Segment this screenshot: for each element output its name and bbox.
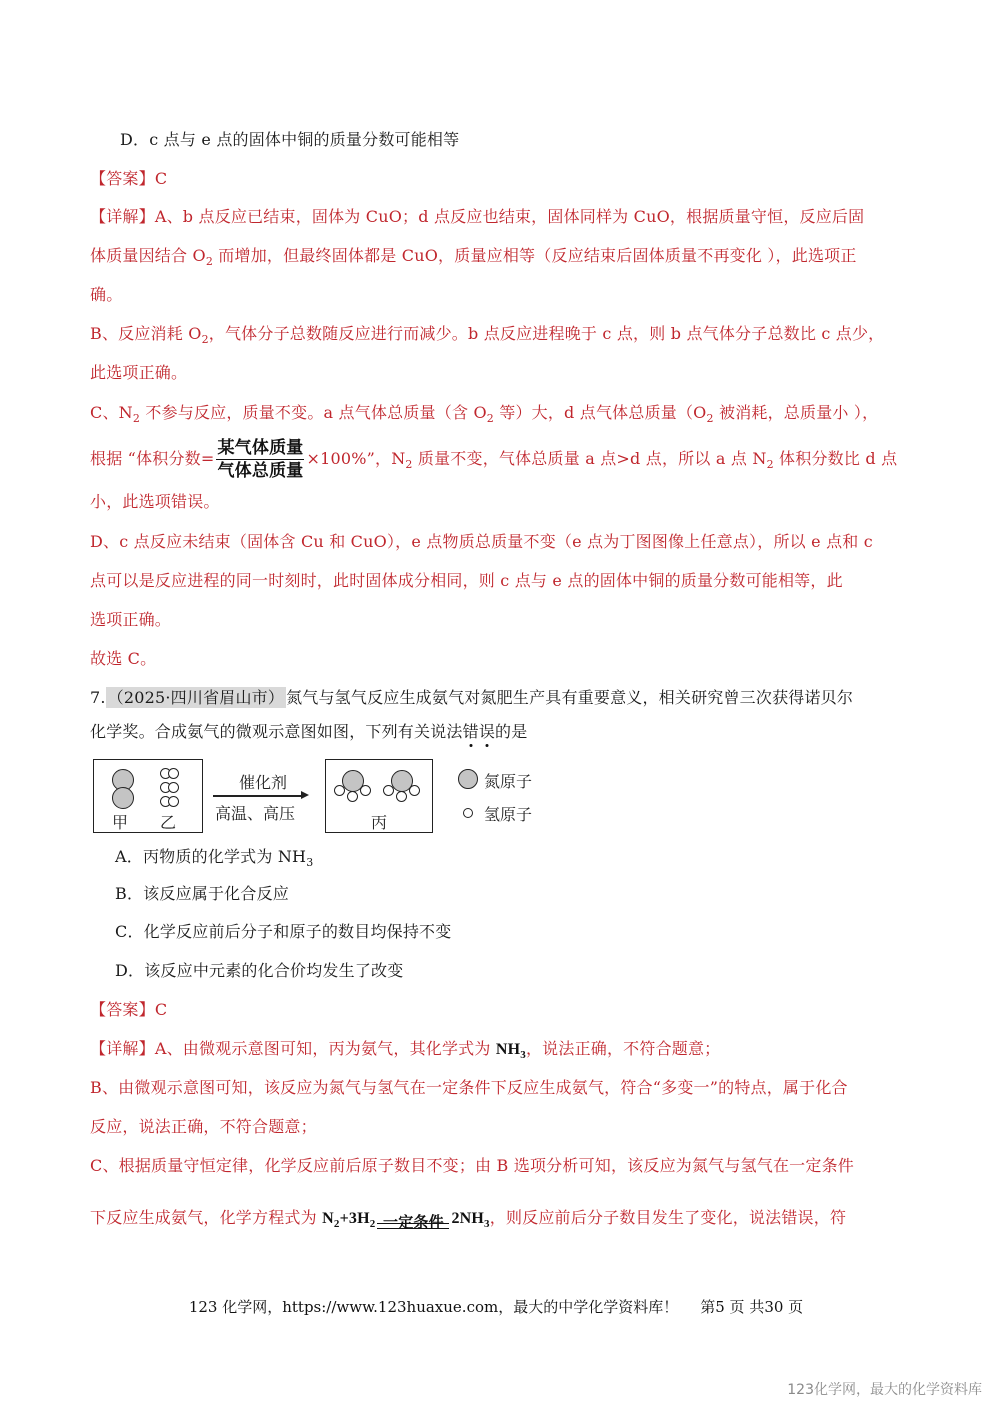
question-stem: 的是 <box>495 722 528 741</box>
q7-option-c <box>115 921 935 943</box>
hydrogen-atom <box>409 785 420 796</box>
q7-option-a <box>115 846 935 868</box>
analysis-text: 被消耗，总质量小 ）， <box>713 403 879 422</box>
answer-value: C <box>154 1000 168 1019</box>
analysis-tag: 【详解】 <box>90 1039 155 1058</box>
catalyst-label: 催化剂 <box>238 773 287 792</box>
footer-site-text: 123 化学网，https://www.123huaxue.com，最大的中学化学资料库！ <box>188 1298 679 1316</box>
option-text: 化学反应前后分子和原子的数目均保持不变 <box>143 922 452 941</box>
subscript: 2 <box>486 412 494 425</box>
option-label: D． <box>115 961 145 980</box>
analysis-text: ，气体分子总数随反应进行而减少。b 点反应进程晚于 c 点，则 b 点气体分子总数比 c 点少， <box>208 324 885 343</box>
legend-hydrogen-icon <box>463 808 473 818</box>
q7-answer <box>90 999 910 1021</box>
q7-analysis-b-line1: B、由微观示意图可知，该反应为氮气与氢气在一定条件下反应生成氨气，符合“多变一”的特点，属于化合 <box>90 1078 848 1097</box>
option-text: 该反应属于化合反应 <box>143 884 289 903</box>
subscript: 2 <box>706 412 714 425</box>
option-label: D． <box>120 130 150 149</box>
analysis-text: ，说法正确，不符合题意； <box>525 1039 721 1058</box>
answer-value: C <box>154 169 168 188</box>
eq-reactant: +3H <box>339 1210 370 1227</box>
analysis-text: 下反应生成氨气，化学方程式为 <box>90 1208 323 1227</box>
q7-stem-line1 <box>90 687 910 709</box>
legend-hydrogen-label: 氢原子 <box>484 805 533 824</box>
arrow-head-icon <box>301 791 309 799</box>
q6-answer <box>90 168 910 190</box>
q6-analysis-b-line1 <box>90 323 910 345</box>
q7-analysis-c-line2 <box>90 1200 910 1237</box>
watermark: 123化学网，最大的化学资料库 <box>787 1382 982 1398</box>
option-text: 丙物质的化学式为 NH <box>142 847 307 866</box>
analysis-tag: 【详解】 <box>90 207 155 226</box>
analysis-text: 质量不变，气体总质量 a 点>d 点，所以 a 点 N <box>412 449 767 468</box>
reactant-label-yi: 乙 <box>160 813 177 832</box>
product-label-bing: 丙 <box>371 813 388 832</box>
hydrogen-atom <box>360 785 371 796</box>
ammonia-synthesis-diagram <box>93 759 553 835</box>
q6-analysis-c-line3: 小，此选项错误。 <box>90 492 220 511</box>
subscript: 2 <box>205 255 214 268</box>
q6-analysis-a-line2 <box>90 245 910 267</box>
analysis-text: 体质量因结合 O <box>90 246 206 265</box>
analysis-text: 体积分数比 d 点 <box>773 449 898 468</box>
q7-analysis-b-line2: 反应，说法正确，不符合题意； <box>90 1117 317 1136</box>
fraction-denominator: 气体总质量 <box>217 461 304 481</box>
q6-analysis-c-line1 <box>90 402 910 424</box>
q6-analysis-d-line3: 选项正确。 <box>90 610 172 629</box>
subscript: 2 <box>201 333 209 346</box>
reactant-label-jia: 甲 <box>112 813 129 832</box>
hydrogen-atom <box>168 782 179 793</box>
q6-analysis-a-line3: 确。 <box>90 285 123 304</box>
conditions-label: 高温、高压 <box>215 804 296 823</box>
q6-analysis-b-line2: 此选项正确。 <box>90 363 188 382</box>
question-stem: 氮气与氢气反应生成氨气对氮肥生产具有重要意义，相关研究曾三次获得诺贝尔 <box>286 688 854 707</box>
hydrogen-atom <box>383 785 394 796</box>
reaction-arrow <box>213 795 305 797</box>
hydrogen-atom <box>168 768 179 779</box>
option-label: B． <box>115 884 144 903</box>
question-number: 7. <box>90 688 106 707</box>
hydrogen-atom <box>168 796 179 807</box>
fraction-numerator: 某气体质量 <box>217 438 304 458</box>
subscript: 3 <box>520 1049 526 1061</box>
question-stem: 化学奖。合成氨气的微观示意图如图，下列有关说法 <box>90 722 463 741</box>
option-label: C． <box>115 922 144 941</box>
legend-nitrogen-icon <box>458 769 478 789</box>
q6-analysis-a-line1 <box>90 206 910 228</box>
page-footer <box>0 1296 992 1317</box>
subscript: 2 <box>766 458 774 471</box>
analysis-text: B、反应消耗 O <box>90 324 202 343</box>
q6-conclusion: 故选 C。 <box>90 649 157 668</box>
hydrogen-atom <box>334 785 345 796</box>
subscript: 2 <box>333 1218 340 1230</box>
analysis-text: A、b 点反应已结束，固体为 CuO；d 点反应也结束，固体同样为 CuO，根据质量守恒，反应后固 <box>154 207 865 226</box>
question-source-tag: （2025·四川省眉山市） <box>107 688 285 707</box>
eq-product: 2NH <box>451 1210 485 1227</box>
subscript: 2 <box>405 458 413 471</box>
q6-analysis-c-line2 <box>90 438 910 481</box>
subscript: 3 <box>306 856 314 869</box>
hydrogen-atom <box>396 791 407 802</box>
reaction-condition: 一定条件 <box>383 1215 444 1231</box>
option-text: c 点与 e 点的固体中铜的质量分数可能相等 <box>149 130 460 149</box>
analysis-text: C、N <box>90 403 133 422</box>
emphasized-char: 错 <box>462 722 479 741</box>
analysis-text: 等）大，d 点气体总质量（O <box>493 403 707 422</box>
q7-analysis-c-line1: C、根据质量守恒定律，化学反应前后原子数目不变；由 B 选项分析可知，该反应为氮气与氢气在一定条件 <box>90 1156 854 1175</box>
analysis-text: ，则反应前后分子数目发生了变化，说法错误，符 <box>489 1208 847 1227</box>
q7-option-b <box>115 883 935 905</box>
subscript: 2 <box>132 412 141 425</box>
hydrogen-atom <box>347 791 358 802</box>
analysis-text: 而增加，但最终固体都是 CuO，质量应相等（反应结束后固体质量不再变化 ），此选项正 <box>213 246 857 265</box>
q6-option-d <box>120 129 940 151</box>
emphasized-char: 误 <box>478 722 496 741</box>
option-label: A． <box>115 847 143 866</box>
subscript: 2 <box>369 1218 376 1230</box>
subscript: 3 <box>484 1218 490 1230</box>
chemical-equation <box>322 1210 490 1231</box>
q6-analysis-d-line2: 点可以是反应进程的同一时刻时，此时固体成分相同，则 c 点与 e 点的固体中铜的质量分数可能相等，此 <box>90 571 843 590</box>
legend-nitrogen-label: 氮原子 <box>484 772 533 791</box>
analysis-text: ×100%”，N <box>306 449 406 468</box>
option-text: 该反应中元素的化合价均发生了改变 <box>144 961 404 980</box>
chemical-formula: NH <box>495 1041 521 1058</box>
double-line <box>377 1223 449 1229</box>
analysis-text: 不参与反应，质量不变。a 点气体总质量（含 O <box>140 403 487 422</box>
q7-stem-line2 <box>90 721 910 743</box>
q7-analysis-a <box>90 1038 910 1061</box>
nitrogen-atom <box>112 787 134 809</box>
product-box <box>325 759 433 833</box>
page-number: 第5 页 共30 页 <box>700 1298 804 1316</box>
answer-tag: 【答案】 <box>90 169 155 188</box>
eq-reactant: N <box>322 1210 334 1227</box>
analysis-text: A、由微观示意图可知，丙为氨气，其化学式为 <box>154 1039 496 1058</box>
analysis-text: 根据 “体积分数= <box>90 449 215 468</box>
answer-tag: 【答案】 <box>90 1000 155 1019</box>
q6-analysis-d-line1: D、c 点反应未结束（固体含 Cu 和 CuO），e 点物质总质量不变（e 点为丁图图像上任意点），所以 e 点和 c <box>90 532 873 551</box>
reactants-box <box>93 759 203 833</box>
equation-arrow <box>377 1207 449 1237</box>
q7-option-d <box>115 960 935 982</box>
volume-fraction-formula <box>216 438 304 481</box>
